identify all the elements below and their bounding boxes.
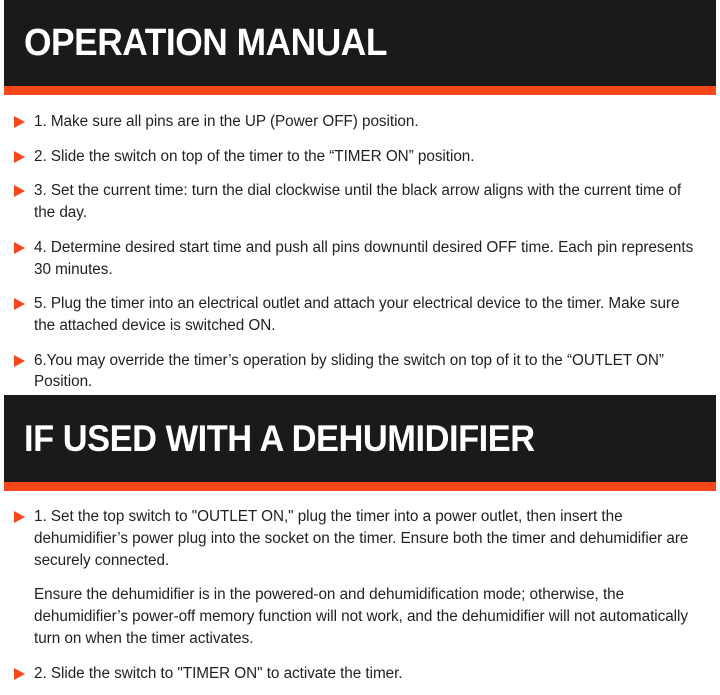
list-item	[14, 350, 706, 393]
section-header-dehumidifier	[4, 395, 716, 482]
triangle-right-icon	[14, 355, 25, 367]
note-paragraph	[14, 584, 706, 649]
triangle-right-icon	[14, 242, 25, 254]
list-item-text: 5. Plug the timer into an electrical outlet and attach your electrical device to the timer. Make sure the attached device is switched ON.	[34, 295, 680, 335]
list-item-text: 1. Make sure all pins are in the UP (Power OFF) position.	[34, 113, 419, 130]
list-item	[14, 663, 706, 685]
list-item	[14, 146, 706, 168]
paragraph-indent	[14, 584, 34, 649]
triangle-right-icon	[14, 298, 25, 310]
section-title-dehumidifier: IF USED WITH A DEHUMIDIFIER	[24, 418, 535, 460]
list-item-text: 1. Set the top switch to "OUTLET ON," plug the timer into a power outlet, then insert the dehumidifier’s power plug into the socket on the timer. Ensure both the timer and dehumidifier are securely connected.	[34, 508, 689, 569]
list-item	[14, 111, 706, 133]
list-item-text: 2. Slide the switch on top of the timer to the “TIMER ON” position.	[34, 147, 475, 165]
triangle-right-icon	[14, 511, 25, 523]
list-item-text: 4. Determine desired start time and push all pins downuntil desired OFF time. Each pin represents 30 minutes.	[34, 238, 694, 278]
list-item	[14, 237, 706, 280]
list-item	[14, 506, 706, 571]
note-paragraph-text: Ensure the dehumidifier is in the powered-on and dehumidification mode; otherwise, the dehumidifier’s power-off memory function will not work, and the dehumidifier will not automatically turn on when the timer activates.	[34, 586, 688, 647]
operation-manual-steps	[0, 95, 720, 393]
list-item	[14, 180, 706, 223]
list-item-text: 2. Slide the switch to "TIMER ON" to activate the timer.	[34, 664, 403, 682]
triangle-right-icon	[14, 185, 25, 197]
list-item	[14, 293, 706, 336]
list-item-text: 6.You may override the timer’s operation by sliding the switch on top of it to the “OUTLET ON” Position.	[34, 351, 664, 391]
section-header-operation-manual	[4, 0, 716, 86]
section-title-operation-manual: OPERATION MANUAL	[24, 22, 387, 64]
triangle-right-icon	[14, 151, 25, 163]
dehumidifier-steps	[0, 491, 720, 684]
triangle-right-icon	[14, 668, 25, 680]
list-item-text: 3. Set the current time: turn the dial clockwise until the black arrow aligns with the current time of the day.	[34, 182, 682, 222]
accent-stripe-2	[4, 482, 716, 491]
triangle-right-icon	[14, 116, 25, 128]
accent-stripe-1	[4, 86, 716, 95]
